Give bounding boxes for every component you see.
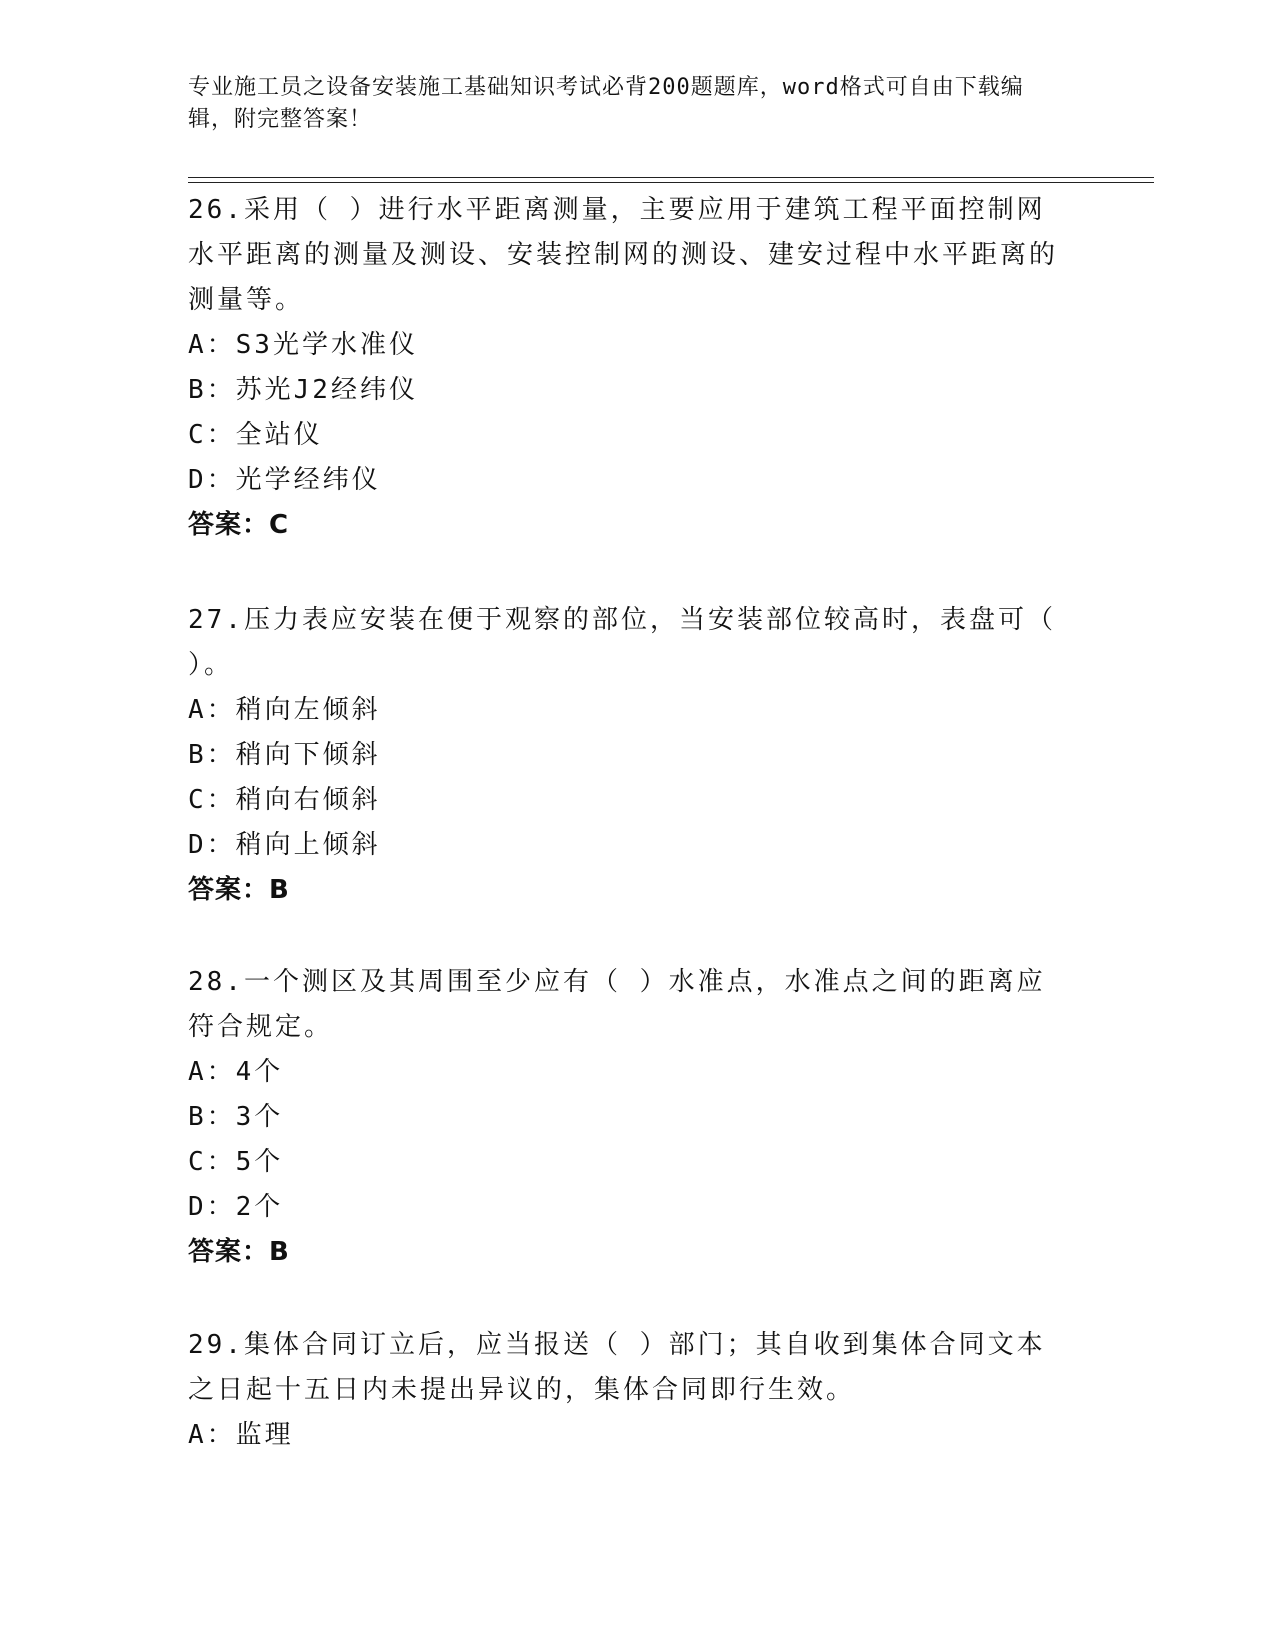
question-text: 26.采用（ ）进行水平距离测量，主要应用于建筑工程平面控制网水平距离的测量及测设、安装控制网的测设、建安过程中水平距离的测量等。 (188, 195, 1059, 315)
question-29 (188, 1323, 1068, 1458)
option-a: A：监理 (188, 1420, 294, 1450)
option-d: D：稍向上倾斜 (188, 830, 381, 860)
question-28 (188, 960, 1068, 1275)
header-divider-top (188, 177, 1154, 178)
option-d: D：2个 (188, 1192, 284, 1222)
answer-line: 答案：B (188, 875, 290, 905)
header-divider-bottom (188, 182, 1154, 183)
option-a: A：4个 (188, 1057, 284, 1087)
answer-line: 答案：B (188, 1237, 290, 1267)
document-header (188, 72, 1068, 136)
header-title: 专业施工员之设备安装施工基础知识考试必背200题题库，word格式可自由下载编辑，附完整答案！ (188, 75, 1024, 132)
option-c: C：5个 (188, 1147, 284, 1177)
option-b: B：苏光J2经纬仪 (188, 375, 418, 405)
answer-line: 答案：C (188, 510, 290, 540)
question-26 (188, 188, 1068, 548)
question-text: 29.集体合同订立后，应当报送（ ）部门；其自收到集体合同文本之日起十五日内未提出异议的，集体合同即行生效。 (188, 1330, 1046, 1405)
question-text: 28.一个测区及其周围至少应有（ ）水准点，水准点之间的距离应符合规定。 (188, 967, 1046, 1042)
option-a: A：稍向左倾斜 (188, 695, 381, 725)
option-c: C：全站仪 (188, 420, 323, 450)
option-b: B：稍向下倾斜 (188, 740, 381, 770)
question-27 (188, 598, 1068, 913)
option-a: A：S3光学水准仪 (188, 330, 418, 360)
question-text: 27.压力表应安装在便于观察的部位，当安装部位较高时，表盘可（ ）。 (188, 605, 1056, 680)
option-c: C：稍向右倾斜 (188, 785, 381, 815)
option-d: D：光学经纬仪 (188, 465, 381, 495)
option-b: B：3个 (188, 1102, 284, 1132)
